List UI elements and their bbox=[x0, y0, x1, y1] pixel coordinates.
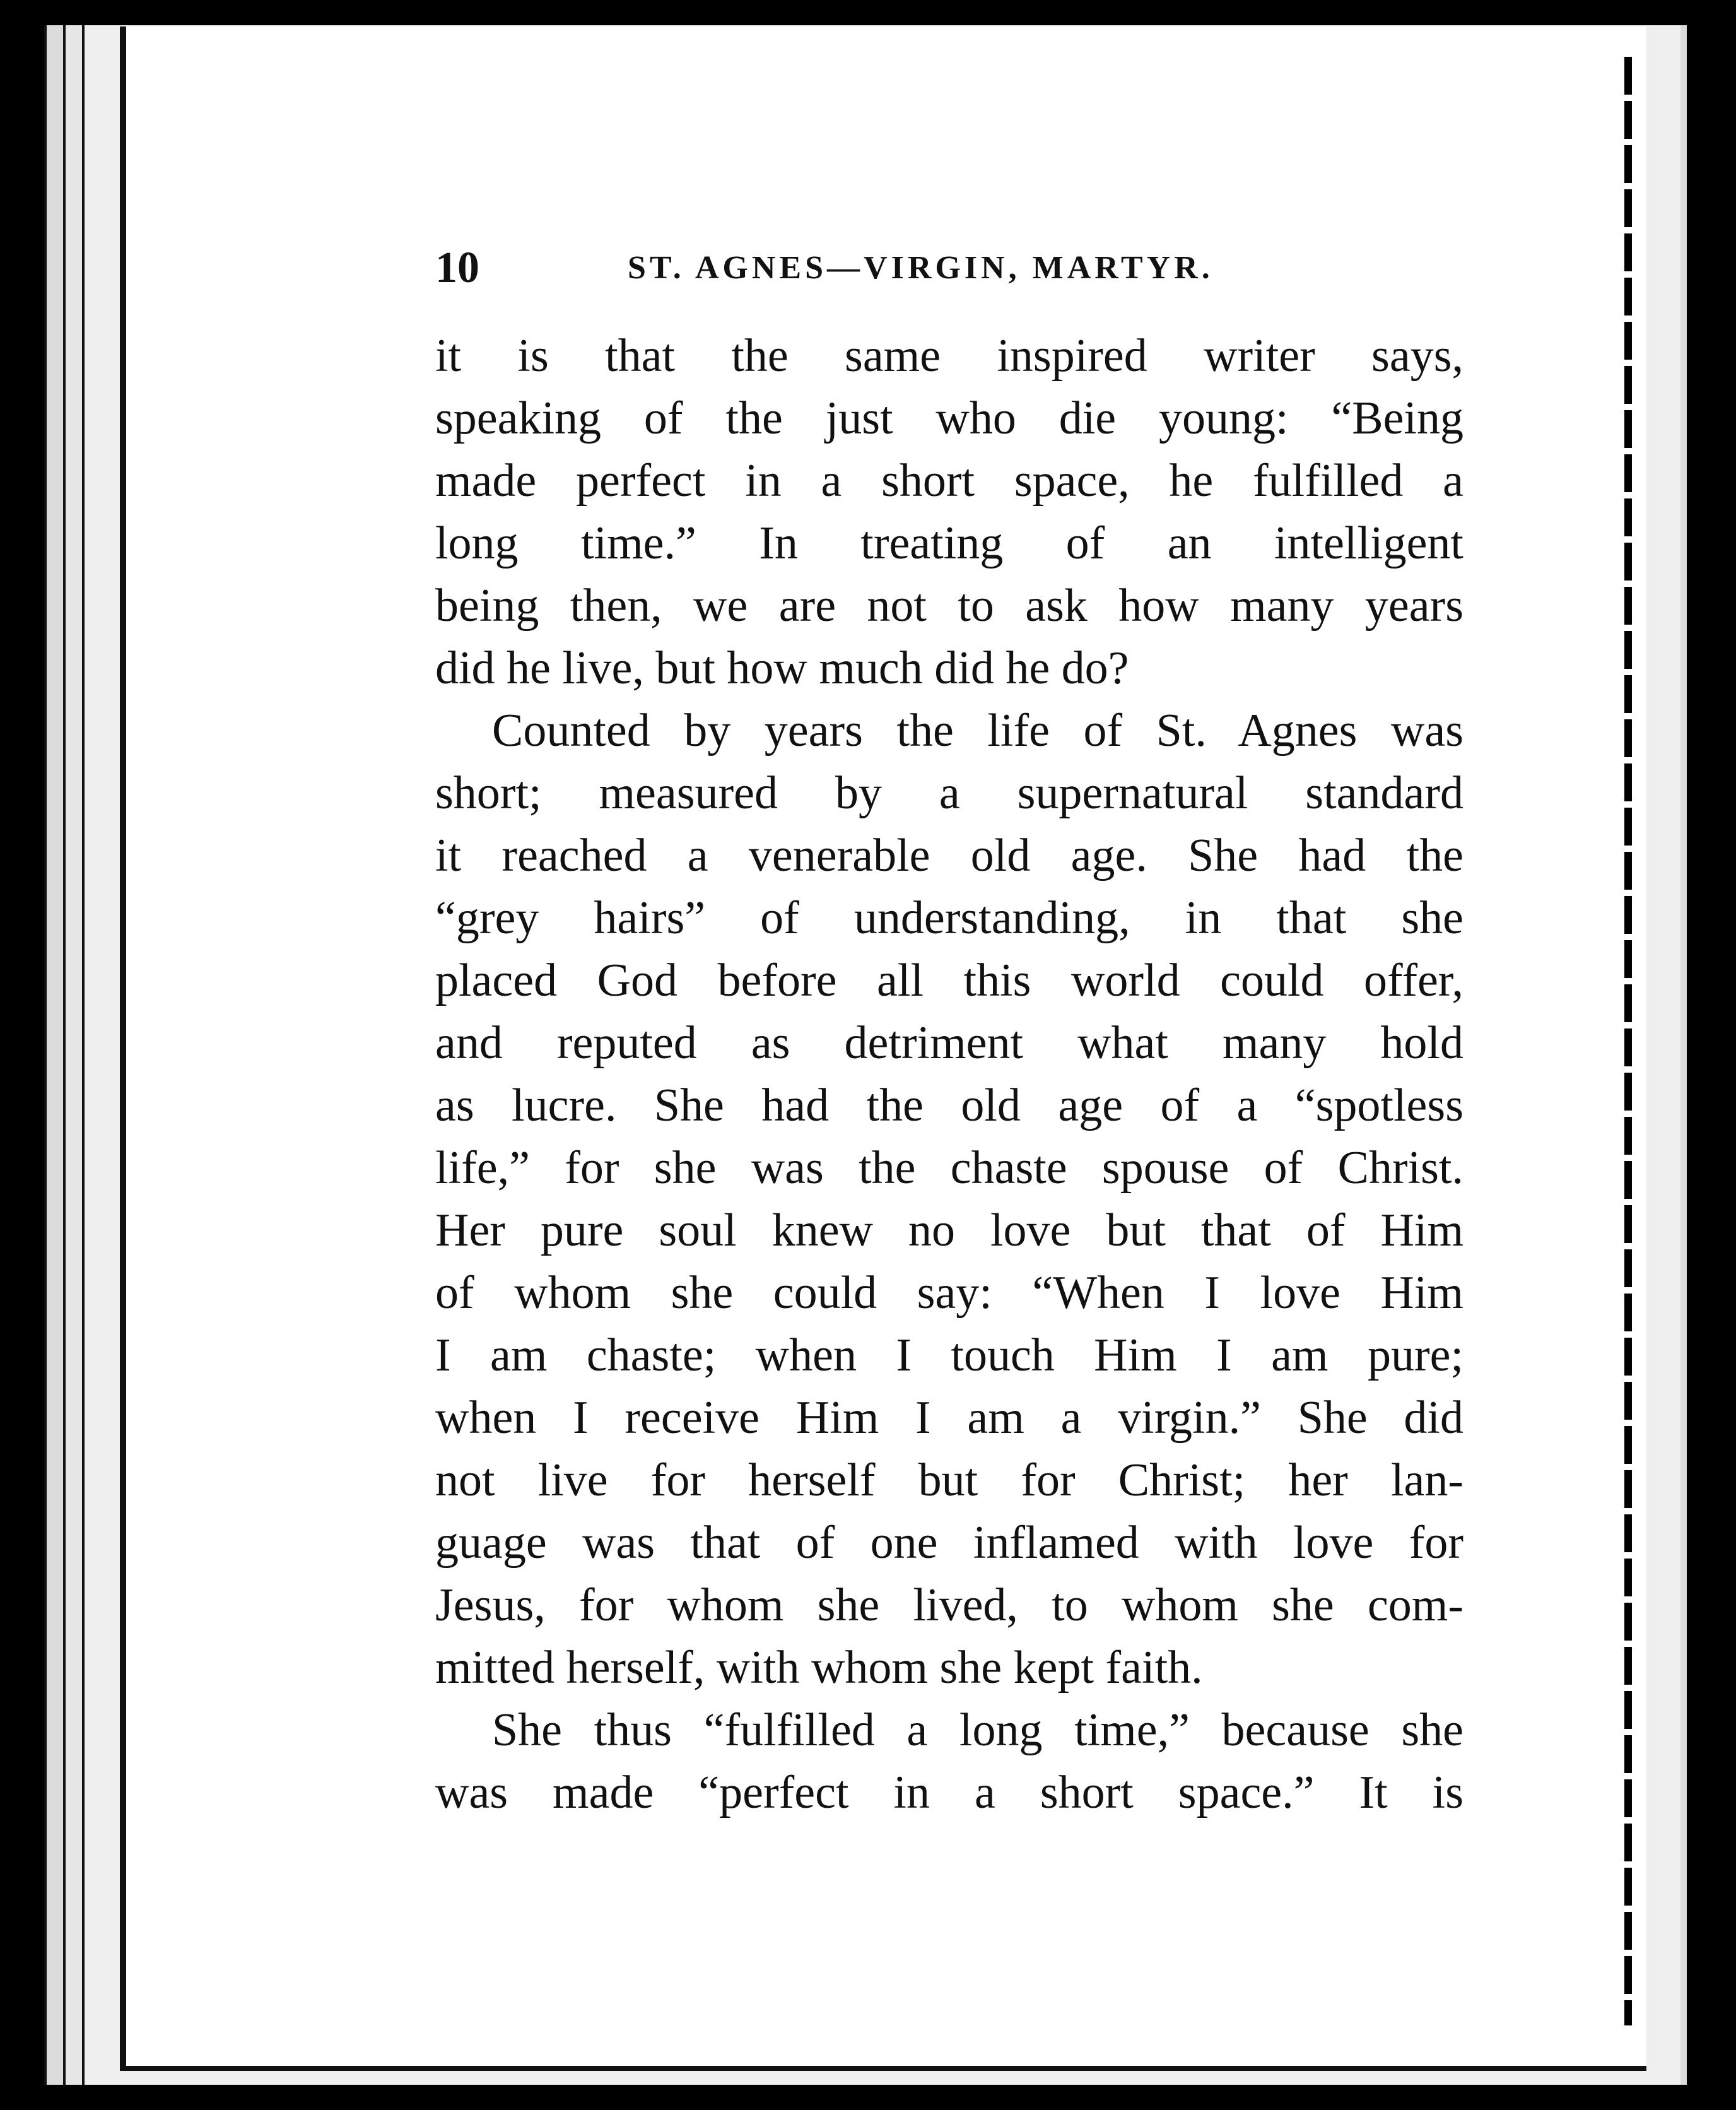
running-title: ST. AGNES—VIRGIN, MARTYR. bbox=[628, 250, 1214, 286]
text-line: and reputed as detriment what many hold bbox=[435, 1017, 1463, 1069]
text-line: as lucre. She had the old age of a “spotless bbox=[435, 1080, 1463, 1131]
text-line: short; measured by a supernatural standard bbox=[435, 767, 1463, 819]
text-line: long time.” In treating of an intelligent bbox=[435, 517, 1463, 569]
text-line: not live for herself but for Christ; her lan- bbox=[435, 1454, 1463, 1506]
text-line: mitted herself, with whom she kept faith. bbox=[435, 1642, 1203, 1694]
text-line: Jesus, for whom she lived, to whom she com- bbox=[435, 1579, 1463, 1631]
text-line: She thus “fulfilled a long time,” because she bbox=[492, 1704, 1463, 1756]
page-header bbox=[435, 243, 1274, 300]
text-line: I am chaste; when I touch Him I am pure; bbox=[435, 1329, 1463, 1381]
page-number: 10 bbox=[435, 244, 479, 292]
text-line: it is that the same inspired writer says, bbox=[435, 330, 1463, 382]
text-line: did he live, but how much did he do? bbox=[435, 642, 1129, 694]
text-line: being then, we are not to ask how many years bbox=[435, 580, 1463, 632]
text-line: guage was that of one inflamed with love for bbox=[435, 1517, 1463, 1569]
page-binding-edge bbox=[1624, 57, 1632, 2025]
body-text bbox=[435, 325, 1463, 1824]
text-line: speaking of the just who die young: “Being bbox=[435, 392, 1463, 444]
text-line: of whom she could say: “When I love Him bbox=[435, 1267, 1463, 1319]
text-line: was made “perfect in a short space.” It is bbox=[435, 1767, 1463, 1818]
text-line: it reached a venerable old age. She had the bbox=[435, 830, 1463, 881]
text-line: life,” for she was the chaste spouse of Christ. bbox=[435, 1142, 1463, 1194]
text-line: when I receive Him I am a virgin.” She did bbox=[435, 1392, 1463, 1444]
text-line: Counted by years the life of St. Agnes was bbox=[492, 705, 1463, 757]
text-line: “grey hairs” of understanding, in that she bbox=[435, 892, 1463, 944]
text-line: placed God before all this world could offer, bbox=[435, 955, 1463, 1006]
text-line: made perfect in a short space, he fulfilled a bbox=[435, 455, 1463, 507]
text-line: Her pure soul knew no love but that of Him bbox=[435, 1205, 1463, 1256]
